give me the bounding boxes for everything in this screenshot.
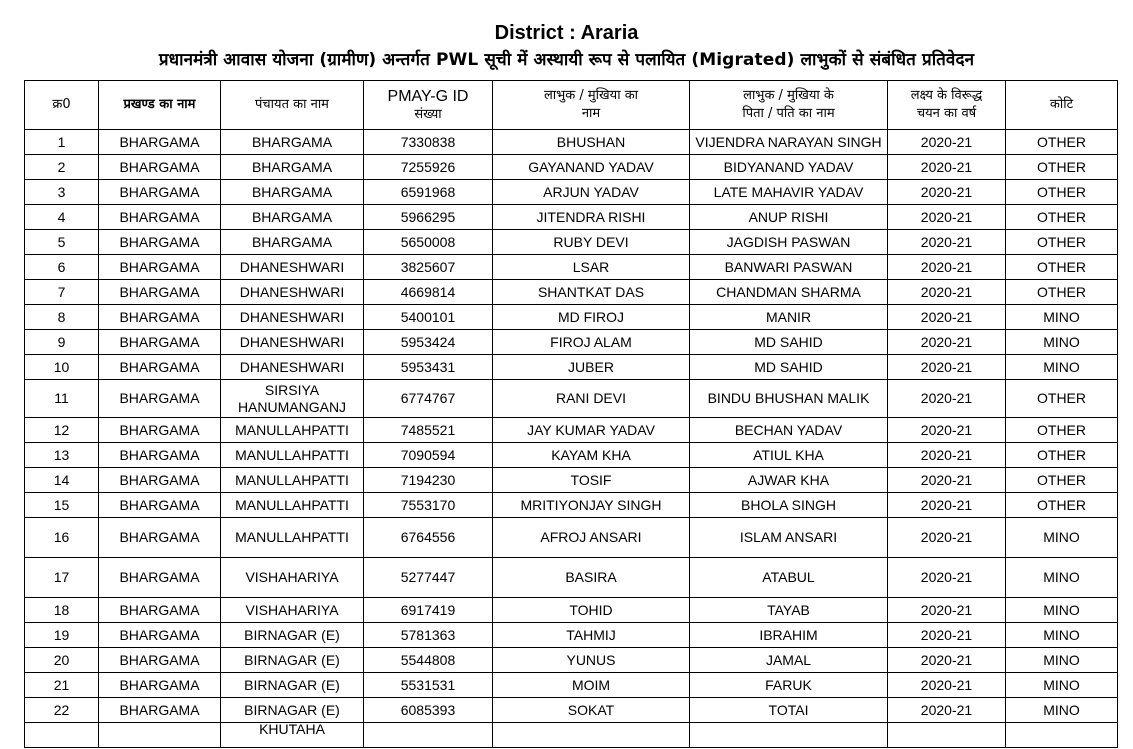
col-header-year-line1: लक्ष्य के विरूद्ध [910,88,983,103]
cell-panchayat: MANULLAHPATTI [221,468,364,493]
cell-panchayat: VISHAHARIYA [221,558,364,598]
cell-block: BHARGAMA [99,648,221,673]
cell-category: MINO [1006,673,1118,698]
cell-beneficiary [493,723,690,748]
cell-sno: 6 [25,255,99,280]
cell-sno: 18 [25,598,99,623]
cell-year: 2020-21 [888,493,1006,518]
cell-panchayat: BHARGAMA [221,205,364,230]
table-row [25,418,1118,443]
cell-father: ISLAM ANSARI [690,518,888,558]
cell-category: OTHER [1006,493,1118,518]
cell-year: 2020-21 [888,155,1006,180]
cell-father: ANUP RISHI [690,205,888,230]
cell-category: MINO [1006,518,1118,558]
cell-category: OTHER [1006,468,1118,493]
cell-father: FARUK [690,673,888,698]
cell-pmay-id [364,723,493,748]
table-row [25,698,1118,723]
cell-father: AJWAR KHA [690,468,888,493]
cell-panchayat: SIRSIYA HANUMANGANJ [221,380,364,418]
cell-block [99,723,221,748]
cell-category [1006,723,1118,748]
cell-pmay-id: 6774767 [364,380,493,418]
cell-year: 2020-21 [888,598,1006,623]
cell-father: JAGDISH PASWAN [690,230,888,255]
cell-block: BHARGAMA [99,598,221,623]
table-row [25,355,1118,380]
cell-category: OTHER [1006,205,1118,230]
cell-block: BHARGAMA [99,180,221,205]
cell-pmay-id: 7194230 [364,468,493,493]
table-row [25,180,1118,205]
cell-category: MINO [1006,558,1118,598]
cell-category: OTHER [1006,180,1118,205]
cell-panchayat: BIRNAGAR (E) [221,623,364,648]
cell-sno: 17 [25,558,99,598]
cell-block: BHARGAMA [99,380,221,418]
cell-sno: 9 [25,330,99,355]
cell-sno: 16 [25,518,99,558]
cell-father: ATABUL [690,558,888,598]
cell-category: OTHER [1006,155,1118,180]
table-row [25,558,1118,598]
cell-block: BHARGAMA [99,673,221,698]
col-header-year-line2: चयन का वर्ष [916,106,977,121]
col-header-year [888,81,1006,130]
table-row [25,723,1118,748]
col-header-pmay-id-line1: PMAY-G ID [387,87,469,105]
cell-father: LATE MAHAVIR YADAV [690,180,888,205]
table-row [25,443,1118,468]
cell-year: 2020-21 [888,330,1006,355]
cell-pmay-id: 5650008 [364,230,493,255]
cell-panchayat: BHARGAMA [221,180,364,205]
cell-sno: 11 [25,380,99,418]
table-row [25,280,1118,305]
cell-panchayat: MANULLAHPATTI [221,443,364,468]
cell-pmay-id: 7553170 [364,493,493,518]
cell-category: MINO [1006,648,1118,673]
cell-father: TOTAI [690,698,888,723]
cell-beneficiary: BASIRA [493,558,690,598]
cell-sno: 12 [25,418,99,443]
cell-year: 2020-21 [888,648,1006,673]
cell-year: 2020-21 [888,280,1006,305]
cell-year: 2020-21 [888,255,1006,280]
cell-pmay-id: 5531531 [364,673,493,698]
col-header-category: कोटि [1006,81,1118,130]
cell-sno: 2 [25,155,99,180]
cell-sno: 22 [25,698,99,723]
cell-beneficiary: AFROJ ANSARI [493,518,690,558]
cell-year: 2020-21 [888,380,1006,418]
cell-father: BANWARI PASWAN [690,255,888,280]
cell-block: BHARGAMA [99,255,221,280]
cell-pmay-id: 6917419 [364,598,493,623]
cell-panchayat: DHANESHWARI [221,355,364,380]
cell-panchayat: BHARGAMA [221,155,364,180]
cell-panchayat: MANULLAHPATTI [221,418,364,443]
col-header-beneficiary-line1: लाभुक / मुखिया का [543,88,639,103]
cell-father: MD SAHID [690,355,888,380]
cell-year: 2020-21 [888,518,1006,558]
cell-beneficiary: BHUSHAN [493,130,690,155]
cell-pmay-id: 5781363 [364,623,493,648]
cell-pmay-id: 5544808 [364,648,493,673]
cell-panchayat: MANULLAHPATTI [221,518,364,558]
cell-sno: 8 [25,305,99,330]
table-row [25,623,1118,648]
cell-category: MINO [1006,355,1118,380]
beneficiary-table [24,80,1118,748]
cell-beneficiary: RANI DEVI [493,380,690,418]
table-row [25,468,1118,493]
cell-year: 2020-21 [888,205,1006,230]
cell-beneficiary: MRITIYONJAY SINGH [493,493,690,518]
table-row [25,205,1118,230]
cell-block: BHARGAMA [99,698,221,723]
col-header-pmay-id-line2: संख्या [414,106,442,122]
cell-beneficiary: KAYAM KHA [493,443,690,468]
cell-category: MINO [1006,330,1118,355]
cell-category: MINO [1006,598,1118,623]
cell-sno: 13 [25,443,99,468]
table-row [25,518,1118,558]
cell-year: 2020-21 [888,468,1006,493]
cell-category: OTHER [1006,380,1118,418]
cell-block: BHARGAMA [99,493,221,518]
cell-year: 2020-21 [888,623,1006,648]
col-header-beneficiary-line2: नाम [581,106,601,121]
cell-beneficiary: JUBER [493,355,690,380]
cell-sno: 14 [25,468,99,493]
cell-panchayat: BIRNAGAR (E) [221,698,364,723]
table-row [25,255,1118,280]
cell-panchayat: BHARGAMA [221,130,364,155]
cell-year: 2020-21 [888,443,1006,468]
cell-panchayat: DHANESHWARI [221,330,364,355]
cell-panchayat: BIRNAGAR (E) [221,673,364,698]
cell-block: BHARGAMA [99,418,221,443]
cell-sno: 3 [25,180,99,205]
cell-father: BECHAN YADAV [690,418,888,443]
cell-year: 2020-21 [888,418,1006,443]
cell-category: OTHER [1006,230,1118,255]
cell-block: BHARGAMA [99,518,221,558]
cell-father: CHANDMAN SHARMA [690,280,888,305]
col-header-block: प्रखण्ड का नाम [99,81,221,130]
cell-father: BHOLA SINGH [690,493,888,518]
document-header [0,0,1133,72]
cell-year: 2020-21 [888,180,1006,205]
table-row [25,305,1118,330]
cell-father: MD SAHID [690,330,888,355]
cell-sno: 5 [25,230,99,255]
cell-father: MANIR [690,305,888,330]
cell-beneficiary: TAHMIJ [493,623,690,648]
cell-block: BHARGAMA [99,280,221,305]
cell-category: MINO [1006,623,1118,648]
cell-category: OTHER [1006,280,1118,305]
cell-block: BHARGAMA [99,468,221,493]
cell-block: BHARGAMA [99,230,221,255]
cell-block: BHARGAMA [99,443,221,468]
cell-category: OTHER [1006,418,1118,443]
cell-sno: 7 [25,280,99,305]
cell-panchayat: MANULLAHPATTI [221,493,364,518]
cell-panchayat: VISHAHARIYA [221,598,364,623]
table-row [25,648,1118,673]
table-row [25,673,1118,698]
cell-pmay-id: 6764556 [364,518,493,558]
cell-father: BINDU BHUSHAN MALIK [690,380,888,418]
cell-pmay-id: 7090594 [364,443,493,468]
cell-block: BHARGAMA [99,623,221,648]
cell-beneficiary: MOIM [493,673,690,698]
col-header-pmay-id [364,81,493,130]
col-header-sno: क्र0 [25,81,99,130]
cell-father: JAMAL [690,648,888,673]
table-row [25,330,1118,355]
cell-sno: 10 [25,355,99,380]
cell-year: 2020-21 [888,130,1006,155]
cell-pmay-id: 7485521 [364,418,493,443]
cell-block: BHARGAMA [99,305,221,330]
col-header-father-line1: लाभुक / मुखिया के [743,88,834,103]
cell-father [690,723,888,748]
table-row [25,598,1118,623]
table-row [25,230,1118,255]
cell-pmay-id: 6085393 [364,698,493,723]
cell-sno: 19 [25,623,99,648]
col-header-father-line2: पिता / पति का नाम [742,106,835,121]
cell-beneficiary: LSAR [493,255,690,280]
cell-sno [25,723,99,748]
cell-pmay-id: 7330838 [364,130,493,155]
cell-sno: 4 [25,205,99,230]
cell-beneficiary: RUBY DEVI [493,230,690,255]
cell-year: 2020-21 [888,673,1006,698]
table-row [25,130,1118,155]
cell-category: OTHER [1006,255,1118,280]
cell-beneficiary: GAYANAND YADAV [493,155,690,180]
cell-beneficiary: TOHID [493,598,690,623]
cell-panchayat: DHANESHWARI [221,255,364,280]
cell-pmay-id: 3825607 [364,255,493,280]
cell-panchayat: KHUTAHA [221,723,364,748]
cell-category: MINO [1006,305,1118,330]
cell-beneficiary: JITENDRA RISHI [493,205,690,230]
cell-block: BHARGAMA [99,205,221,230]
cell-beneficiary: YUNUS [493,648,690,673]
cell-year: 2020-21 [888,698,1006,723]
cell-category: OTHER [1006,443,1118,468]
cell-panchayat: DHANESHWARI [221,305,364,330]
cell-block: BHARGAMA [99,558,221,598]
district-title: District : Araria [494,22,639,44]
cell-pmay-id: 5966295 [364,205,493,230]
cell-pmay-id: 4669814 [364,280,493,305]
cell-sno: 15 [25,493,99,518]
table-row [25,155,1118,180]
cell-pmay-id: 5400101 [364,305,493,330]
cell-panchayat: BIRNAGAR (E) [221,648,364,673]
table-row [25,493,1118,518]
cell-panchayat: DHANESHWARI [221,280,364,305]
cell-sno: 20 [25,648,99,673]
cell-beneficiary: SOKAT [493,698,690,723]
cell-beneficiary: SHANTKAT DAS [493,280,690,305]
cell-father: VIJENDRA NARAYAN SINGH [690,130,888,155]
cell-year: 2020-21 [888,305,1006,330]
cell-pmay-id: 5953431 [364,355,493,380]
cell-category: MINO [1006,698,1118,723]
cell-father: TAYAB [690,598,888,623]
cell-beneficiary: ARJUN YADAV [493,180,690,205]
cell-block: BHARGAMA [99,355,221,380]
cell-year [888,723,1006,748]
cell-year: 2020-21 [888,355,1006,380]
table-header-row [25,81,1118,130]
cell-category: OTHER [1006,130,1118,155]
cell-beneficiary: FIROJ ALAM [493,330,690,355]
col-header-beneficiary [493,81,690,130]
cell-sno: 1 [25,130,99,155]
cell-pmay-id: 7255926 [364,155,493,180]
cell-father: BIDYANAND YADAV [690,155,888,180]
cell-block: BHARGAMA [99,330,221,355]
col-header-father [690,81,888,130]
cell-beneficiary: JAY KUMAR YADAV [493,418,690,443]
cell-beneficiary: MD FIROJ [493,305,690,330]
cell-year: 2020-21 [888,558,1006,598]
cell-year: 2020-21 [888,230,1006,255]
col-header-panchayat: पंचायत का नाम [221,81,364,130]
cell-panchayat: BHARGAMA [221,230,364,255]
cell-sno: 21 [25,673,99,698]
cell-pmay-id: 6591968 [364,180,493,205]
cell-pmay-id: 5953424 [364,330,493,355]
cell-beneficiary: TOSIF [493,468,690,493]
cell-father: ATIUL KHA [690,443,888,468]
cell-pmay-id: 5277447 [364,558,493,598]
cell-father: IBRAHIM [690,623,888,648]
report-subtitle: प्रधानमंत्री आवास योजना (ग्रामीण) अन्तर्गत PWL सूची में अस्थायी रूप से पलायित (Migrated) लाभुकों से संबंधित प्रतिवेदन [158,50,975,70]
cell-block: BHARGAMA [99,155,221,180]
cell-block: BHARGAMA [99,130,221,155]
table-row [25,380,1118,418]
